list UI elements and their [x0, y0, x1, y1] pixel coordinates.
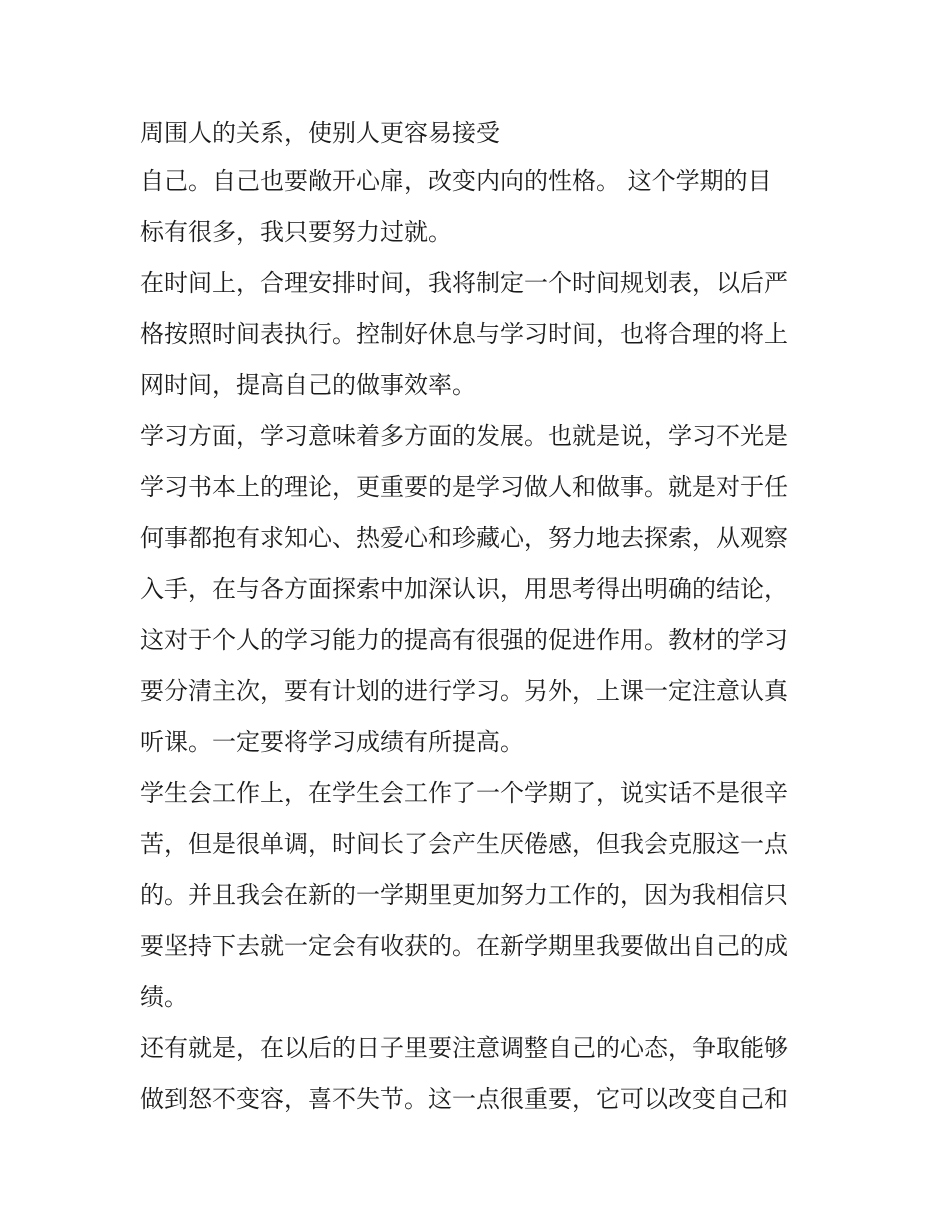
text-line: 学习书本上的理论，更重要的是学习做人和做事。就是对于任: [140, 473, 788, 501]
text-line: 自己。自己也要敞开心扉，改变内向的性格。 这个学期的目: [140, 167, 772, 195]
text-line: 标有很多，我只要努力过就。: [140, 218, 452, 246]
text-line: 做到怒不变容，喜不失节。这一点很重要，它可以改变自己和: [140, 1085, 788, 1113]
text-line: 还有就是，在以后的日子里要注意调整自己的心态，争取能够: [140, 1034, 788, 1062]
text-line: 在时间上，合理安排时间，我将制定一个时间规划表，以后严: [140, 269, 788, 297]
text-line: 的。并且我会在新的一学期里更加努力工作的，因为我相信只: [140, 881, 788, 909]
document-body: [140, 110, 820, 1125]
text-line: 学生会工作上，在学生会工作了一个学期了，说实话不是很辛: [140, 779, 788, 807]
text-line: 周围人的关系，使别人更容易接受: [140, 119, 500, 147]
text-line: 苦，但是很单调，时间长了会产生厌倦感，但我会克服这一点: [140, 830, 788, 858]
text-line: 何事都抱有求知心、热爱心和珍藏心，努力地去探索，从观察: [140, 524, 788, 552]
text-line: 听课。一定要将学习成绩有所提高。: [140, 728, 524, 756]
text-line: 格按照时间表执行。控制好休息与学习时间，也将合理的将上: [140, 320, 788, 348]
text-line: 绩。: [140, 983, 188, 1011]
text-line: 要坚持下去就一定会有收获的。在新学期里我要做出自己的成: [140, 932, 788, 960]
text-line: 网时间，提高自己的做事效率。: [140, 371, 476, 399]
text-line: 要分清主次，要有计划的进行学习。另外，上课一定注意认真: [140, 677, 788, 705]
text-line: 学习方面，学习意味着多方面的发展。也就是说，学习不光是: [140, 422, 788, 450]
text-line: 这对于个人的学习能力的提高有很强的促进作用。教材的学习: [140, 626, 788, 654]
text-line: 入手，在与各方面探索中加深认识，用思考得出明确的结论，: [140, 575, 788, 603]
